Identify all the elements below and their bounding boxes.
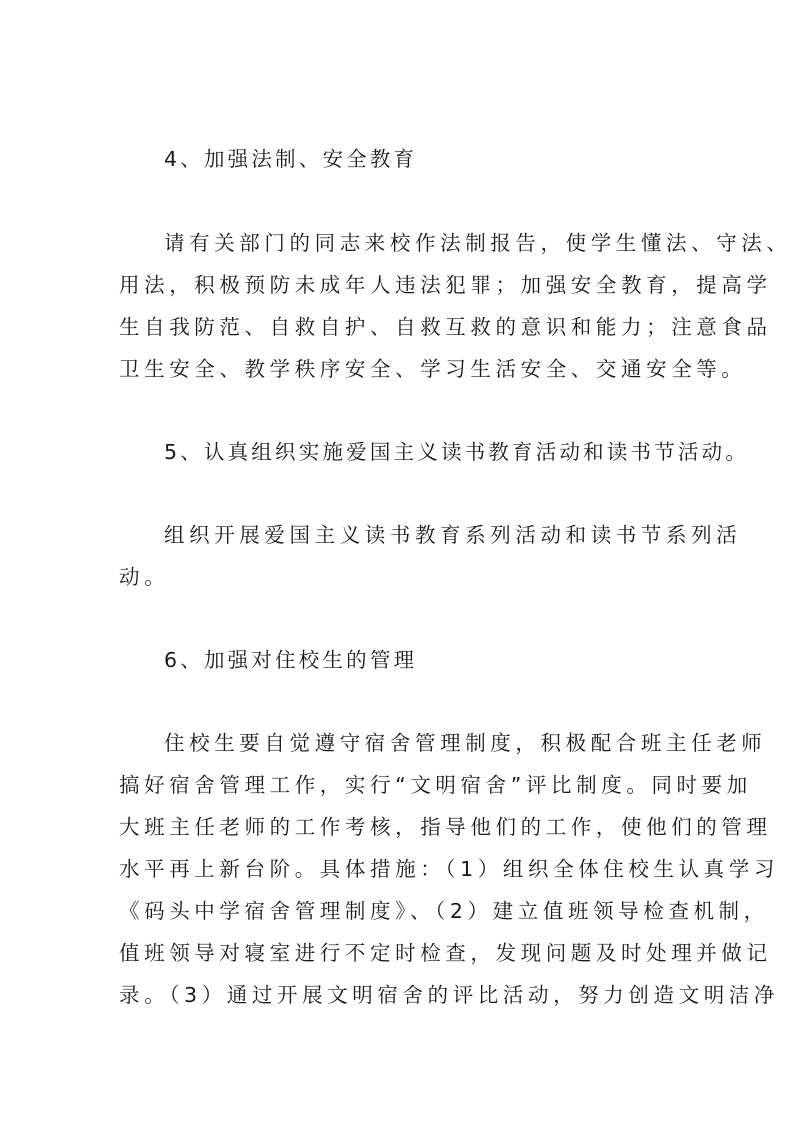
- paragraph-line: 请有关部门的同志来校作法制报告，使学生懂法、守法、: [164, 231, 792, 255]
- paragraph-line: 住校生要自觉遵守宿舍管理制度，积极配合班主任老师: [164, 731, 767, 755]
- paragraph-line: 《码头中学宿舍管理制度》、（2）建立值班领导检查机制，: [119, 899, 769, 923]
- paragraph-line: 卫生安全、教学秩序安全、学习生活安全、交通安全等。: [119, 357, 747, 381]
- paragraph-line: 水平再上新台阶。具体措施：（1）组织全体住校生认真学习: [119, 857, 779, 881]
- paragraph-line: 录。（3）通过开展文明宿舍的评比活动，努力创造文明洁净: [119, 983, 779, 1007]
- section-heading-6: 6、加强对住校生的管理: [164, 648, 418, 672]
- section-heading-5: 5、认真组织实施爱国主义读书教育活动和读书节活动。: [164, 440, 750, 464]
- paragraph-line: 值班领导对寝室进行不定时检查，发现问题及时处理并做记: [119, 941, 772, 965]
- section-heading-4: 4、加强法制、安全教育: [164, 147, 418, 171]
- paragraph-line: 用法，积极预防未成年人违法犯罪；加强安全教育，提高学: [119, 273, 772, 297]
- paragraph-line: 动。: [119, 565, 170, 589]
- paragraph-line: 生自我防范、自救自护、自救互救的意识和能力；注意食品: [119, 315, 772, 339]
- paragraph-line: 大班主任老师的工作考核，指导他们的工作，使他们的管理: [119, 815, 772, 839]
- paragraph-line: 搞好宿舍管理工作，实行“文明宿舍”评比制度。同时要加: [119, 773, 752, 797]
- paragraph-line: 组织开展爱国主义读书教育系列活动和读书节系列活: [164, 523, 742, 547]
